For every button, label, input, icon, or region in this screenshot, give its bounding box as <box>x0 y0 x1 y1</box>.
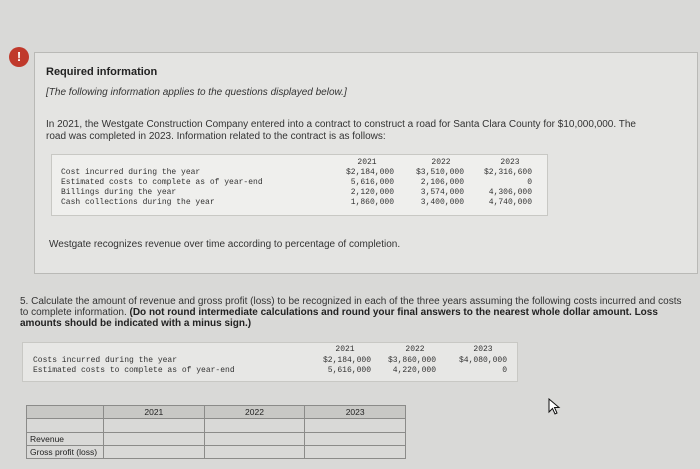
contract-intro: In 2021, the Westgate Construction Company entered into a contract to construct a road for Santa Clara County for $10,000,000. The road was completed in 2023. Information related to the contract is as follows: <box>46 119 636 142</box>
cell-value: $3,510,000 <box>415 168 464 177</box>
revenue-2023-cell[interactable] <box>305 432 406 445</box>
cell-value: 4,740,000 <box>488 198 532 207</box>
cell-value: 2,120,000 <box>350 188 394 197</box>
gross-profit-2021-cell[interactable] <box>104 445 205 458</box>
required-info-title: Required information <box>46 66 158 78</box>
blank-cell <box>104 419 205 432</box>
cell-value: $2,184,000 <box>345 168 394 177</box>
cell-value: 0 <box>502 366 507 375</box>
alert-icon: ! <box>9 47 29 67</box>
question-instructions: (Do not round intermediate calculations and round your final answers to the nearest whole dollar amount. Loss amounts should be indicated with a minus sign.) <box>20 307 658 329</box>
answer-header-row <box>27 406 406 419</box>
cell-value: $3,860,000 <box>387 356 436 365</box>
answer-table <box>26 405 406 459</box>
blank-cell <box>305 419 406 432</box>
row-label: Estimated costs to complete as of year-end <box>33 366 235 375</box>
gross-profit-2023-input[interactable] <box>308 446 402 456</box>
year-header: 2023 <box>500 158 520 167</box>
required-info-subtitle: [The following information applies to the questions displayed below.] <box>46 87 347 98</box>
cost-info-table <box>22 342 518 382</box>
revenue-2022-input[interactable] <box>208 433 302 443</box>
blank-cell <box>204 419 305 432</box>
year-header: 2021 <box>357 158 377 167</box>
info-panel <box>34 52 698 274</box>
question-text: 5. Calculate the amount of revenue and gross profit (loss) to be recognized in each of the three years assuming the following costs incurred and costs to complete information. <box>20 296 682 318</box>
contract-data-table <box>51 154 548 216</box>
revenue-2021-cell[interactable] <box>104 432 205 445</box>
cell-value: 4,306,000 <box>488 188 532 197</box>
row-label: Costs incurred during the year <box>33 356 178 365</box>
gross-profit-2022-cell[interactable] <box>204 445 305 458</box>
year-header: 2023 <box>473 345 493 354</box>
corner-cell <box>27 406 104 419</box>
row-label: Cash collections during the year <box>61 198 215 207</box>
question-5 <box>20 296 692 329</box>
revenue-label: Revenue <box>27 432 104 445</box>
year-header: 2022 <box>204 406 305 419</box>
cell-value: 3,574,000 <box>420 188 464 197</box>
year-header: 2022 <box>431 158 451 167</box>
revenue-2023-input[interactable] <box>308 433 402 443</box>
cell-value: 4,220,000 <box>392 366 436 375</box>
cell-value: 0 <box>527 178 532 187</box>
year-header: 2021 <box>335 345 355 354</box>
cell-value: 3,400,000 <box>420 198 464 207</box>
revenue-2021-input[interactable] <box>107 433 201 443</box>
cell-value: $4,080,000 <box>458 356 507 365</box>
row-label: Estimated costs to complete as of year-end <box>61 178 263 187</box>
gross-profit-2022-input[interactable] <box>208 446 302 456</box>
year-header: 2021 <box>104 406 205 419</box>
row-label: Billings during the year <box>61 188 177 197</box>
gross-profit-2021-input[interactable] <box>107 446 201 456</box>
row-label: Cost incurred during the year <box>61 168 201 177</box>
cell-value: 1,860,000 <box>350 198 394 207</box>
cell-value: 2,106,000 <box>420 178 464 187</box>
revenue-row <box>27 432 406 445</box>
answer-blank-row <box>27 419 406 432</box>
gross-profit-label: Gross profit (loss) <box>27 445 104 458</box>
year-header: 2023 <box>305 406 406 419</box>
cell-value: $2,316,600 <box>483 168 532 177</box>
gross-profit-2023-cell[interactable] <box>305 445 406 458</box>
cell-value: $2,184,000 <box>322 356 371 365</box>
year-header: 2022 <box>405 345 425 354</box>
blank-label-cell <box>27 419 104 432</box>
mouse-cursor-icon <box>548 398 562 416</box>
gross-profit-row <box>27 445 406 458</box>
cell-value: 5,616,000 <box>327 366 371 375</box>
recognition-note: Westgate recognizes revenue over time according to percentage of completion. <box>49 239 401 250</box>
revenue-2022-cell[interactable] <box>204 432 305 445</box>
cell-value: 5,616,000 <box>350 178 394 187</box>
